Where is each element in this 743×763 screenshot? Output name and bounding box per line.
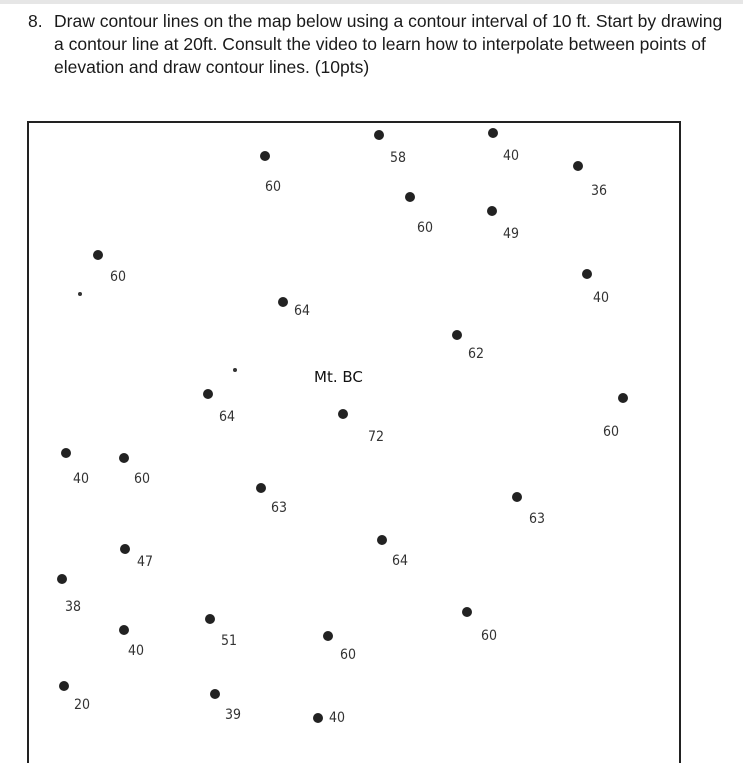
elevation-point: [405, 192, 415, 202]
elevation-label: 64: [392, 553, 409, 569]
elevation-point: [278, 297, 288, 307]
elevation-label: 39: [225, 707, 242, 723]
elevation-label: 62: [468, 346, 485, 362]
elevation-label: 20: [74, 697, 91, 713]
elevation-point: [488, 128, 498, 138]
elevation-point: [313, 713, 323, 723]
elevation-point: [59, 681, 69, 691]
elevation-point: [374, 130, 384, 140]
elevation-point: [487, 206, 497, 216]
elevation-label: 64: [219, 409, 236, 425]
elevation-point: [119, 625, 129, 635]
elevation-label: 40: [503, 148, 520, 164]
elevation-label: 40: [128, 643, 145, 659]
elevation-point: [573, 161, 583, 171]
elevation-label: 47: [137, 554, 154, 570]
elevation-point: [93, 250, 103, 260]
elevation-point: [210, 689, 220, 699]
elevation-label: 60: [603, 424, 620, 440]
elevation-label: 60: [340, 647, 357, 663]
elevation-label: 72: [368, 429, 385, 445]
elevation-point: [323, 631, 333, 641]
elevation-point: [618, 393, 628, 403]
elevation-label: 60: [134, 471, 151, 487]
stray-dot: [233, 368, 237, 372]
elevation-label: 49: [503, 226, 520, 242]
question-number: 8.: [28, 11, 43, 31]
elevation-point: [256, 483, 266, 493]
elevation-label: 63: [271, 500, 288, 516]
elevation-point: [260, 151, 270, 161]
elevation-label: 36: [591, 183, 608, 199]
elevation-label: 64: [294, 303, 311, 319]
elevation-label: 40: [593, 290, 610, 306]
elevation-point: [512, 492, 522, 502]
elevation-point: [582, 269, 592, 279]
elevation-label: 63: [529, 511, 546, 527]
elevation-label: 60: [481, 628, 498, 644]
elevation-point: [119, 453, 129, 463]
elevation-point: [377, 535, 387, 545]
elevation-label: 38: [65, 599, 82, 615]
elevation-point: [462, 607, 472, 617]
elevation-label: 40: [73, 471, 90, 487]
elevation-label: 60: [417, 220, 434, 236]
elevation-point: [57, 574, 67, 584]
elevation-label: 60: [110, 269, 127, 285]
stray-dot: [78, 292, 82, 296]
elevation-point: [452, 330, 462, 340]
elevation-map: [27, 121, 681, 763]
top-rule: [0, 0, 743, 4]
elevation-label: 40: [329, 710, 346, 726]
elevation-point: [338, 409, 348, 419]
elevation-label: 51: [221, 633, 238, 649]
elevation-label: 58: [390, 150, 407, 166]
elevation-point: [203, 389, 213, 399]
elevation-point: [120, 544, 130, 554]
elevation-label: 60: [265, 179, 282, 195]
question-text: Draw contour lines on the map below using a contour interval of 10 ft. Start by drawing a contour line at 20ft. Consult the video to learn how to interpolate between points of elevation and draw contour lines. (10pts): [54, 11, 723, 77]
peak-label: Mt. BC: [314, 368, 363, 386]
elevation-point: [61, 448, 71, 458]
elevation-point: [205, 614, 215, 624]
